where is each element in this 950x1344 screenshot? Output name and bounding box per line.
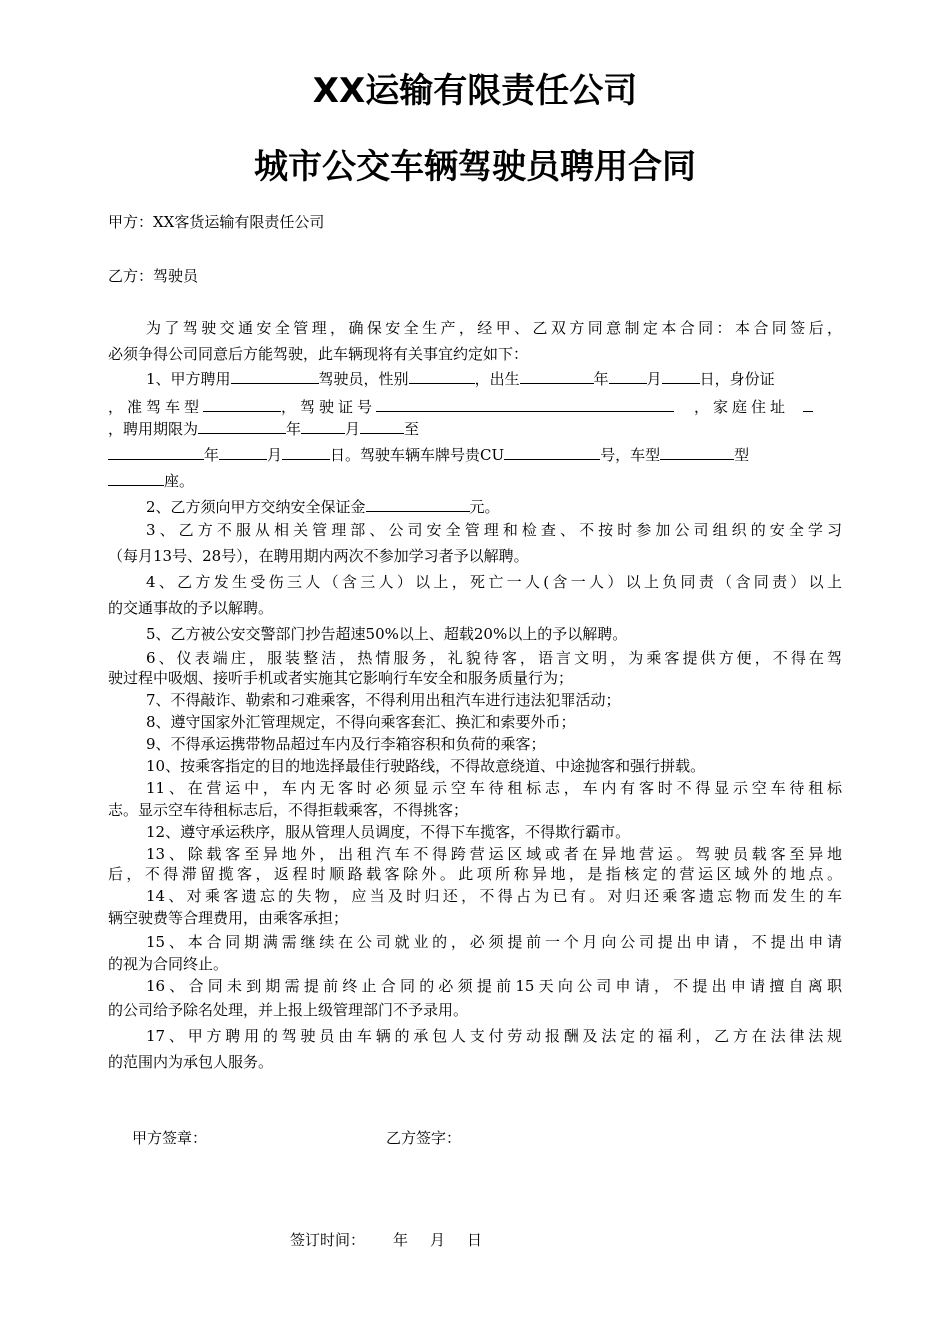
clause-15-line-2: 的视为合同终止。 (108, 955, 229, 973)
preamble-line-2: 必须争得公司同意后方能驾驶，此车辆现将有关事宜约定如下： (108, 345, 529, 363)
term-end-year-blank (108, 442, 204, 460)
clause-10: 10、按乘客指定的目的地选择最佳行驶路线，不得故意绕道、中途抛客和强行拼载。 (146, 757, 706, 775)
gender-blank (409, 366, 475, 384)
clause-4-line-2: 的交通事故的予以解聘。 (108, 599, 274, 617)
clause-text: 1、甲方聘用 (146, 370, 231, 388)
employer-blank (231, 366, 319, 384)
clause-text: 座。 (164, 472, 195, 490)
clause-14-line-2: 辆空驶费等合理费用，由乘客承担； (108, 909, 349, 927)
party-b: 乙方：驾驶员 (108, 267, 199, 285)
clause-text: ，家庭住址 (694, 398, 790, 416)
clause-1-line-5 (108, 468, 194, 493)
clause-text: ，准驾车型 (108, 398, 204, 416)
clause-16-line-2: 的公司给予除名处理，并上报上级管理部门不予录用。 (108, 1001, 469, 1019)
seats-blank (108, 468, 164, 486)
deposit-blank (366, 494, 470, 512)
birth-month-blank (609, 366, 647, 384)
company-title: XX运输有限责任公司 (312, 71, 638, 111)
clause-9: 9、不得承运携带物品超过车内及行李箱容积和负荷的乘客； (146, 735, 546, 753)
term-end-month-blank (219, 442, 267, 460)
clause-text: 年 (593, 370, 609, 388)
term-start-month-blank (301, 416, 345, 434)
clause-14-line-1: 14、对乘客遗忘的失物，应当及时归还，不得占为已有。对归还乘客遗忘物而发生的车 (146, 887, 842, 905)
clause-text: 日。驾驶车辆车牌号贵CU (330, 446, 505, 464)
clause-13-line-2: 后，不得滞留揽客，返程时顺路载客除外。此项所称异地，是指核定的营运区域外的地点。 (108, 865, 842, 883)
clause-text: 年 (286, 420, 302, 438)
birth-year-blank (520, 366, 594, 384)
clause-3-line-1: 3、乙方不服从相关管理部、公司安全管理和检查、不按时参加公司组织的安全学习 (146, 521, 842, 539)
signing-date (290, 1228, 482, 1252)
party-a: 甲方：XX客货运输有限责任公司 (108, 213, 325, 231)
day-label: 日 (467, 1231, 483, 1249)
clause-12: 12、遵守承运秩序，服从管理人员调度，不得下车揽客，不得欺行霸市。 (146, 823, 631, 841)
clause-11-line-2: 志。显示空车待租标志后，不得拒载乘客，不得挑客； (108, 801, 469, 819)
clause-text: 年 (204, 446, 220, 464)
clause-text: ，出生 (474, 370, 520, 388)
address-blank (803, 394, 813, 412)
party-a-seal-label: 甲方签章： (132, 1129, 208, 1147)
plate-number-blank (504, 442, 600, 460)
clause-1-line-4 (108, 442, 749, 467)
clause-11-line-1: 11、在营运中，车内无客时必须显示空车待租标志，车内有客时不得显示空车待租标 (146, 779, 842, 797)
month-label: 月 (430, 1231, 446, 1249)
signing-date-label: 签订时间： (290, 1231, 366, 1249)
clause-text: 驾驶员，性别 (318, 370, 409, 388)
year-label: 年 (393, 1231, 409, 1249)
clause-1-line-3 (108, 416, 419, 441)
clause-text: 月 (267, 446, 283, 464)
clause-1-line-1 (146, 366, 775, 391)
clause-16-line-1: 16、合同未到期需提前终止合同的必须提前15天向公司申请，不提出申请擅自离职 (146, 977, 842, 995)
term-end-day-blank (282, 442, 330, 460)
clause-8: 8、遵守国家外汇管理规定，不得向乘客套汇、换汇和索要外币； (146, 713, 576, 731)
clause-2 (146, 494, 500, 519)
clause-text: ，聘用期限为 (108, 420, 199, 438)
clause-text: 2、乙方须向甲方交纳安全保证金 (146, 498, 366, 516)
license-number-blank (376, 394, 674, 412)
clause-text: 至 (404, 420, 420, 438)
clause-13-line-1: 13、除载客至异地外，出租汽车不得跨营运区域或者在异地营运。驾驶员载客至异地 (146, 845, 842, 863)
clause-text: 月 (646, 370, 662, 388)
clause-3-line-2: （每月13号、28号），在聘用期内两次不参加学习者予以解聘。 (108, 547, 529, 565)
clause-text: 号，车型 (600, 446, 661, 464)
clause-17-line-1: 17、甲方聘用的驾驶员由车辆的承包人支付劳动报酬及法定的福利，乙方在法律法规 (146, 1027, 842, 1045)
clause-text: 型 (734, 446, 750, 464)
clause-17-line-2: 的范围内为承包人服务。 (108, 1053, 274, 1071)
birth-day-blank (662, 366, 700, 384)
vehicle-type-blank (660, 442, 734, 460)
clause-4-line-1: 4、乙方发生受伤三人（含三人）以上，死亡一人(含一人）以上负同责（含同责）以上 (146, 573, 842, 591)
term-start-year-blank (198, 416, 286, 434)
party-b-sign-label: 乙方签字： (386, 1129, 462, 1147)
term-start-day-blank (360, 416, 404, 434)
clause-6-line-1: 6、仪表端庄，服装整洁，热情服务，礼貌待客，语言文明，为乘客提供方便，不得在驾 (146, 649, 842, 667)
clause-6-line-2: 驶过程中吸烟、接听手机或者实施其它影响行车安全和服务质量行为； (108, 669, 574, 687)
clause-text: 元。 (469, 498, 500, 516)
clause-text: 日，身份证 (699, 370, 775, 388)
preamble-line-1: 为了驾驶交通安全管理，确保安全生产，经甲、乙双方同意制定本合同：本合同签后， (146, 319, 842, 337)
clause-text: ，驾驶证号 (281, 398, 377, 416)
clause-5: 5、乙方被公安交警部门抄告超速50%以上、超载20%以上的予以解聘。 (146, 625, 628, 643)
clause-15-line-1: 15、本合同期满需继续在公司就业的，必须提前一个月向公司提出申请，不提出申请 (146, 933, 842, 951)
clause-7: 7、不得敲诈、勒索和刁难乘客，不得利用出租汽车进行违法犯罪活动； (146, 691, 621, 709)
clause-text: 月 (345, 420, 361, 438)
contract-title: 城市公交车辆驾驶员聘用合同 (254, 147, 696, 187)
vehicle-class-blank (203, 394, 281, 412)
